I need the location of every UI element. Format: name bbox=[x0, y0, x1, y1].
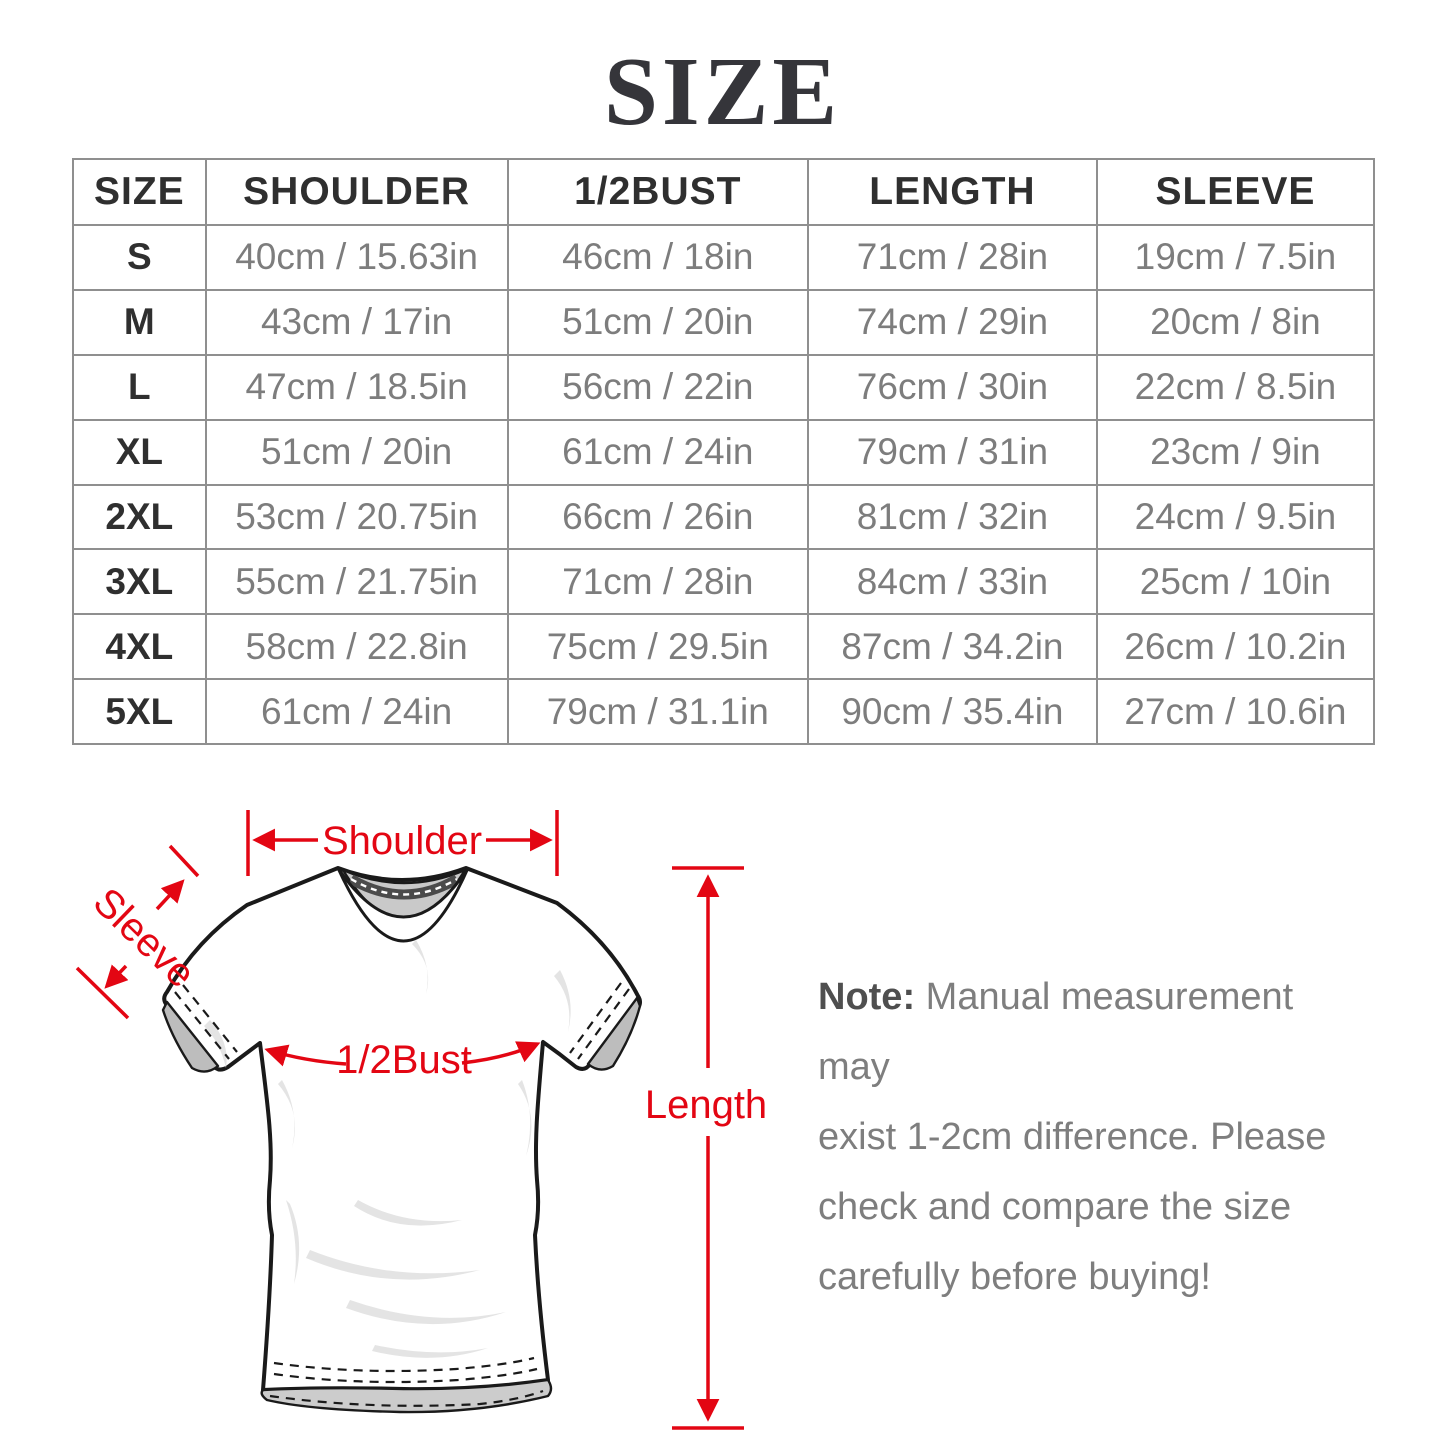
length-dimension bbox=[645, 868, 767, 1428]
measurement-cell: 51cm / 20in bbox=[508, 290, 809, 355]
measurement-cell: 24cm / 9.5in bbox=[1097, 485, 1374, 550]
size-cell: 5XL bbox=[73, 679, 206, 744]
size-cell: M bbox=[73, 290, 206, 355]
measurement-cell: 55cm / 21.75in bbox=[206, 549, 508, 614]
measurement-cell: 58cm / 22.8in bbox=[206, 614, 508, 679]
note-label: Note: bbox=[818, 976, 916, 1018]
measurement-cell: 46cm / 18in bbox=[508, 225, 809, 290]
shoulder-dimension bbox=[248, 810, 557, 876]
measurement-cell: 75cm / 29.5in bbox=[508, 614, 809, 679]
measurement-cell: 79cm / 31in bbox=[808, 420, 1097, 485]
header-shoulder: SHOULDER bbox=[206, 159, 508, 225]
note-line: exist 1-2cm difference. Please bbox=[818, 1116, 1327, 1158]
measurement-cell: 40cm / 15.63in bbox=[206, 225, 508, 290]
measurement-cell: 71cm / 28in bbox=[508, 549, 809, 614]
header-halfbust: 1/2BUST bbox=[508, 159, 809, 225]
tshirt-measurement-diagram bbox=[60, 780, 820, 1445]
measurement-cell: 76cm / 30in bbox=[808, 355, 1097, 420]
page-title: SIZE bbox=[603, 38, 842, 145]
measurement-cell: 84cm / 33in bbox=[808, 549, 1097, 614]
size-cell: 4XL bbox=[73, 614, 206, 679]
measurement-cell: 27cm / 10.6in bbox=[1097, 679, 1374, 744]
bust-label: 1/2Bust bbox=[336, 1038, 472, 1082]
measurement-cell: 22cm / 8.5in bbox=[1097, 355, 1374, 420]
table-row bbox=[73, 549, 1374, 614]
measurement-cell: 61cm / 24in bbox=[206, 679, 508, 744]
length-label: Length bbox=[644, 1083, 768, 1127]
sleeve-tick-upper bbox=[170, 846, 198, 876]
table-row bbox=[73, 485, 1374, 550]
measurement-cell: 81cm / 32in bbox=[808, 485, 1097, 550]
measurement-cell: 19cm / 7.5in bbox=[1097, 225, 1374, 290]
measurement-cell: 61cm / 24in bbox=[508, 420, 809, 485]
measurement-cell: 43cm / 17in bbox=[206, 290, 508, 355]
measurement-cell: 74cm / 29in bbox=[808, 290, 1097, 355]
measurement-cell: 87cm / 34.2in bbox=[808, 614, 1097, 679]
table-row bbox=[73, 355, 1374, 420]
measurement-cell: 66cm / 26in bbox=[508, 485, 809, 550]
note-line bbox=[818, 962, 1358, 1102]
tshirt-drawing bbox=[163, 868, 640, 1412]
measurement-cell: 51cm / 20in bbox=[206, 420, 508, 485]
table-row bbox=[73, 614, 1374, 679]
sleeve-arrow-upper bbox=[157, 882, 182, 909]
note-line: carefully before buying! bbox=[818, 1256, 1211, 1298]
measurement-cell: 25cm / 10in bbox=[1097, 549, 1374, 614]
note-line: check and compare the size bbox=[818, 1186, 1292, 1228]
measurement-cell: 20cm / 8in bbox=[1097, 290, 1374, 355]
table-row bbox=[73, 290, 1374, 355]
table-header-row bbox=[73, 159, 1374, 225]
header-sleeve: SLEEVE bbox=[1097, 159, 1374, 225]
measurement-cell: 47cm / 18.5in bbox=[206, 355, 508, 420]
sleeve-label: Sleeve bbox=[84, 879, 204, 997]
table-row bbox=[73, 420, 1374, 485]
size-table bbox=[72, 158, 1375, 745]
measurement-note bbox=[818, 962, 1358, 1312]
measurement-cell: 71cm / 28in bbox=[808, 225, 1097, 290]
size-cell: XL bbox=[73, 420, 206, 485]
table-row bbox=[73, 225, 1374, 290]
measurement-cell: 53cm / 20.75in bbox=[206, 485, 508, 550]
shoulder-label: Shoulder bbox=[321, 819, 483, 863]
measurement-cell: 79cm / 31.1in bbox=[508, 679, 809, 744]
tshirt-body-outline bbox=[164, 868, 640, 1390]
size-cell: 3XL bbox=[73, 549, 206, 614]
header-size: SIZE bbox=[73, 159, 206, 225]
size-cell: L bbox=[73, 355, 206, 420]
header-length: LENGTH bbox=[808, 159, 1097, 225]
measurement-cell: 23cm / 9in bbox=[1097, 420, 1374, 485]
measurement-cell: 90cm / 35.4in bbox=[808, 679, 1097, 744]
size-cell: S bbox=[73, 225, 206, 290]
sleeve-arrow-lower bbox=[107, 966, 126, 986]
measurement-cell: 56cm / 22in bbox=[508, 355, 809, 420]
measurement-cell: 26cm / 10.2in bbox=[1097, 614, 1374, 679]
size-cell: 2XL bbox=[73, 485, 206, 550]
note-text: Manual measurement may bbox=[818, 976, 1294, 1088]
sleeve-tick-lower bbox=[77, 968, 128, 1018]
table-row bbox=[73, 679, 1374, 744]
